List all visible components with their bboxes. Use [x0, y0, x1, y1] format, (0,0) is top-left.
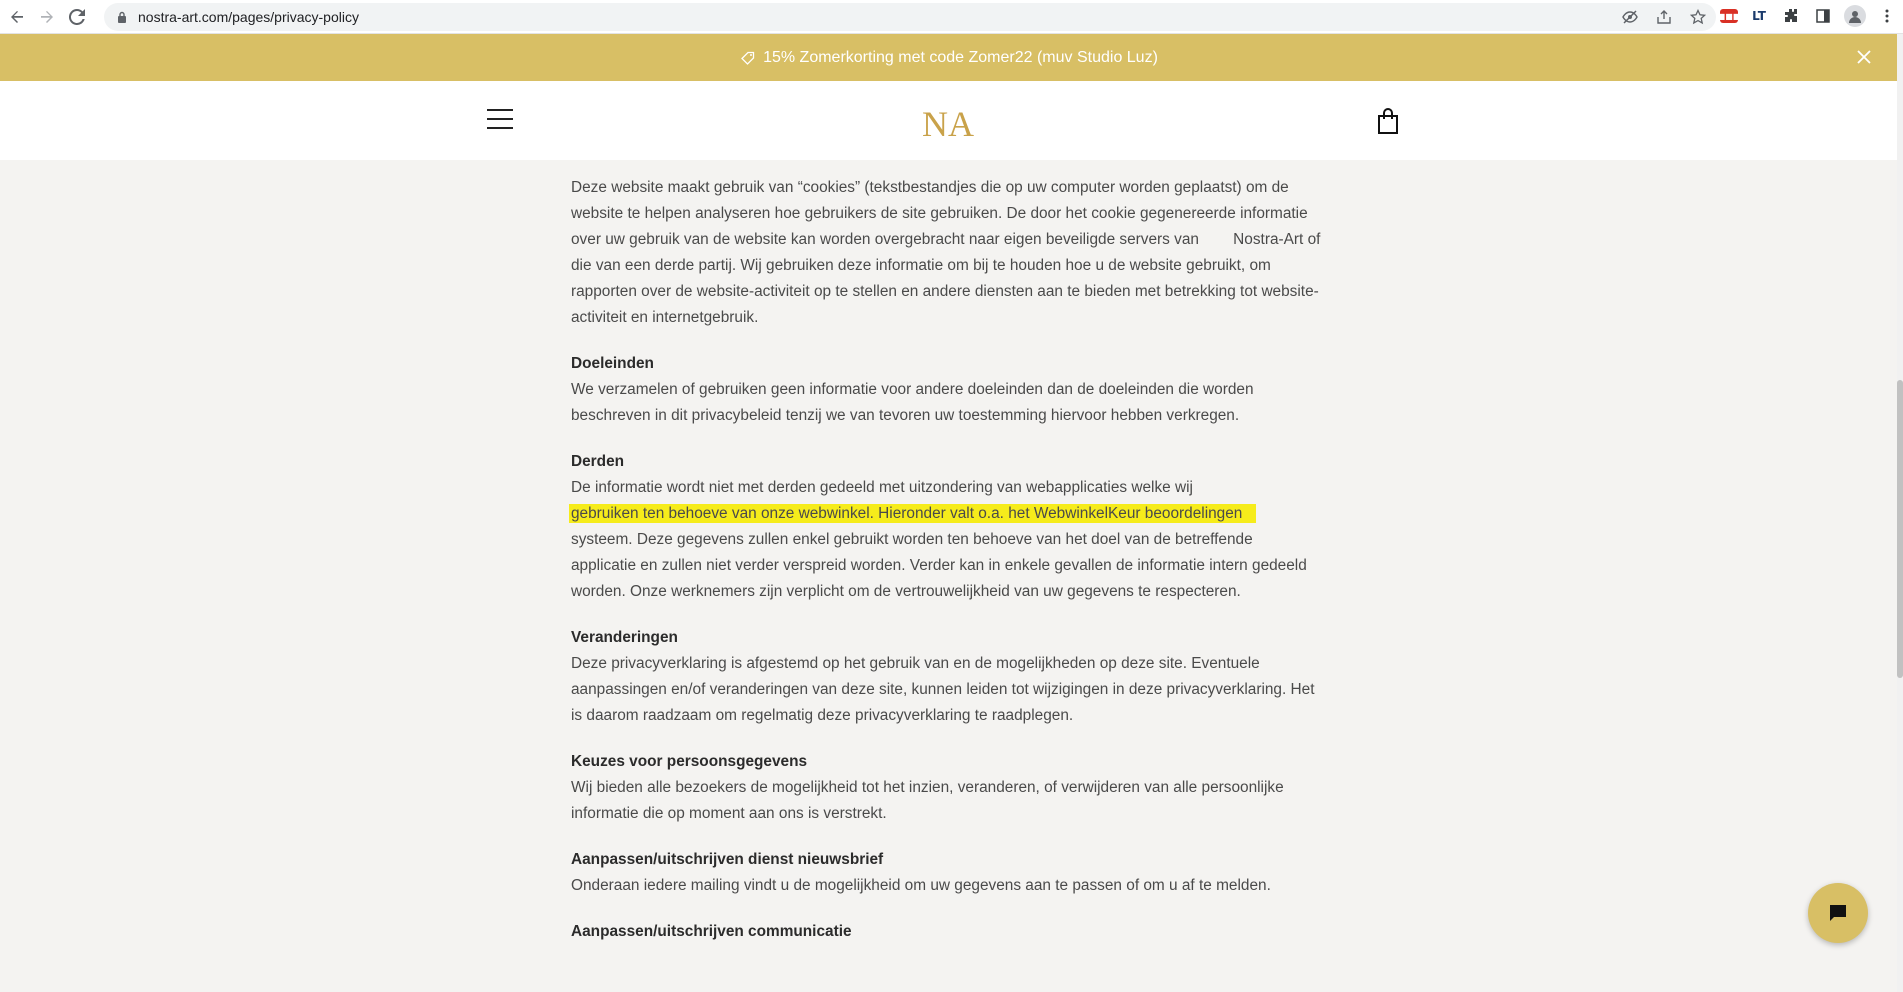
extension-red-icon[interactable]: ■■■	[1720, 9, 1738, 23]
site-header	[0, 81, 1897, 160]
section-heading: Aanpassen/uitschrijven communicatie	[571, 923, 852, 940]
privacy-policy-content	[571, 175, 1321, 945]
section-body: Onderaan iedere mailing vindt u de mogelijkheid om uw gegevens aan te passen of om u af te melden.	[571, 877, 1271, 894]
star-icon[interactable]	[1688, 7, 1708, 27]
back-button[interactable]	[2, 2, 32, 32]
section-heading: Veranderingen	[571, 629, 678, 646]
section-derden	[571, 449, 1321, 605]
reload-icon	[69, 9, 85, 25]
menu-button[interactable]	[487, 109, 513, 131]
body-text: De informatie wordt niet met derden gedeeld met uitzondering van webapplicaties welke wij	[571, 479, 1193, 496]
extension-lt-icon[interactable]: LT	[1752, 9, 1766, 23]
logo-text: NA	[922, 104, 974, 143]
section-body: Deze privacyverklaring is afgestemd op het gebruik van en de mogelijkheden op deze site. Eventuele aanpassingen en/of veranderingen van deze site, kunnen leiden tot wijzigingen in deze privacyverklaring. Het is daarom raadzaam om regelmatig deze privacyverklaring te raadplegen.	[571, 655, 1315, 724]
cart-button[interactable]	[1376, 107, 1400, 135]
chat-button[interactable]	[1808, 883, 1868, 943]
browser-toolbar	[0, 0, 1903, 34]
chat-bubble-icon	[1827, 902, 1849, 924]
section-heading: Doeleinden	[571, 355, 654, 372]
arrow-right-icon	[39, 9, 55, 25]
section-body: We verzamelen of gebruiken geen informatie voor andere doeleinden dan de doeleinden die worden beschreven in dit privacybeleid tenzij we van tevoren uw toestemming hiervoor hebben verkregen.	[571, 381, 1254, 424]
eye-off-icon[interactable]	[1620, 7, 1640, 27]
section-keuzes	[571, 749, 1321, 827]
page-scrollbar[interactable]	[1897, 34, 1903, 992]
announcement-bar	[0, 34, 1897, 81]
site-logo[interactable]	[918, 103, 974, 143]
intro-paragraph: Deze website maakt gebruik van “cookies” (tekstbestandjes die op uw computer worden geplaatst) om de website te helpen analyseren hoe gebruikers de site gebruiken. De door het cookie gegenereerde informatie over uw gebruik van de website kan worden overgebracht naar eigen beveiligde servers van Nostra-Art of die van een derde partij. Wij gebruiken deze informatie om bij te houden hoe u de website gebruikt, om rapporten over de website-activiteit op te stellen en andere diensten aan te bieden met betrekking tot website-activiteit en internetgebruik.	[571, 179, 1321, 326]
share-icon[interactable]	[1654, 7, 1674, 27]
menu-dots-icon[interactable]	[1876, 5, 1898, 27]
profile-icon[interactable]	[1844, 5, 1866, 27]
puzzle-icon[interactable]	[1780, 5, 1802, 27]
section-doeleinden	[571, 351, 1321, 429]
section-heading: Aanpassen/uitschrijven dienst nieuwsbrief	[571, 851, 884, 868]
section-heading: Keuzes voor persoonsgegevens	[571, 753, 808, 770]
section-communicatie	[571, 919, 1321, 945]
hamburger-line	[487, 118, 513, 120]
body-text: systeem. Deze gegevens zullen enkel gebruikt worden ten behoeve van het doel van de betreffende applicatie en zullen niet verder verspreid worden. Verder kan in enkele gevallen de informatie intern gedeeld worden. Onze werknemers zijn verplicht om de vertrouwelijkheid van uw gegevens te respecteren.	[571, 531, 1307, 600]
section-nieuwsbrief	[571, 847, 1321, 899]
lock-icon	[116, 11, 128, 23]
forward-button[interactable]	[32, 2, 62, 32]
close-announcement-button[interactable]	[1853, 46, 1875, 68]
highlighted-text: gebruiken ten behoeve van onze webwinkel. Hieronder valt o.a. het WebwinkelKeur beoordelingen	[569, 504, 1256, 523]
section-heading: Derden	[571, 453, 625, 470]
close-icon	[1857, 50, 1871, 64]
arrow-left-icon	[9, 9, 25, 25]
shopping-bag-icon	[1376, 107, 1400, 135]
section-body: Wij bieden alle bezoekers de mogelijkheid tot het inzien, veranderen, of verwijderen van alle persoonlijke informatie die op moment aan ons is verstrekt.	[571, 779, 1284, 822]
section-veranderingen	[571, 625, 1321, 729]
hamburger-line	[487, 109, 513, 111]
address-bar[interactable]	[104, 3, 1716, 31]
scrollbar-thumb[interactable]	[1897, 380, 1903, 678]
tag-icon	[739, 49, 757, 67]
reload-button[interactable]	[62, 2, 92, 32]
announcement-text: 15% Zomerkorting met code Zomer22 (muv Studio Luz)	[763, 48, 1158, 66]
hamburger-line	[487, 127, 513, 129]
section-body	[571, 475, 1321, 605]
sidebar-icon[interactable]	[1812, 5, 1834, 27]
url-text[interactable]: nostra-art.com/pages/privacy-policy	[138, 9, 359, 25]
